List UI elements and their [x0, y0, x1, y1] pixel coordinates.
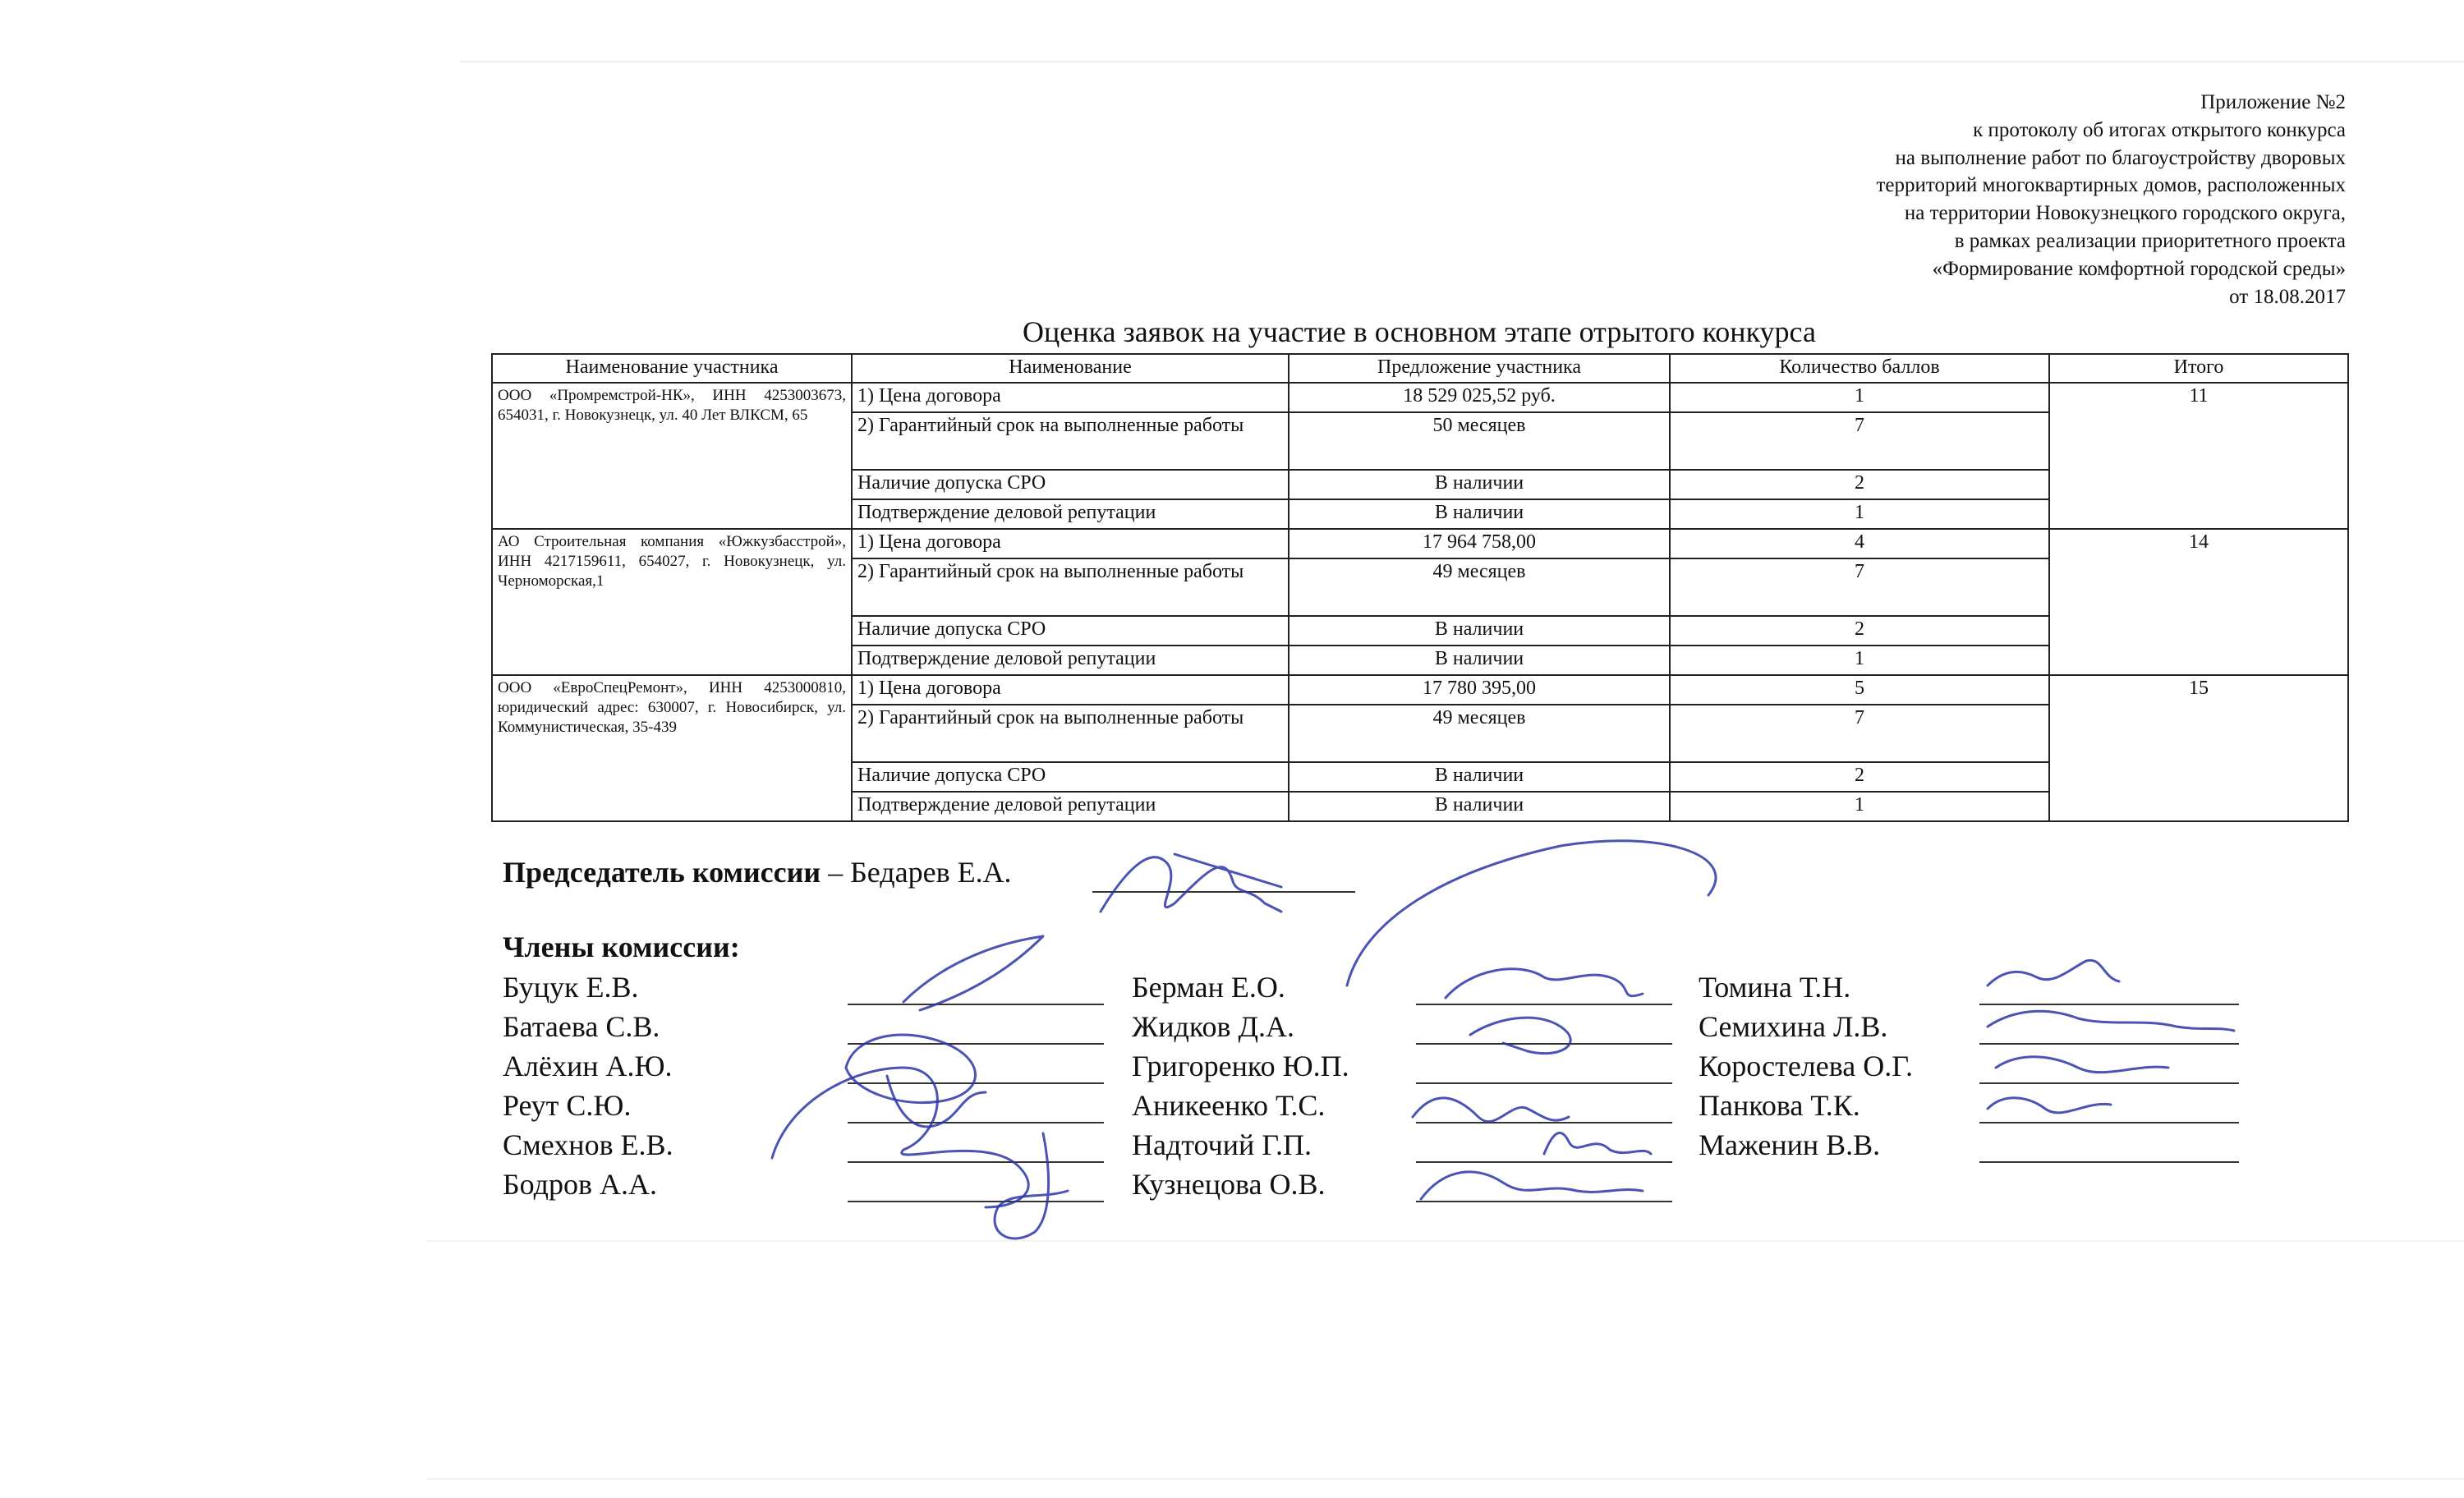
criterion-cell: 1) Цена договора — [852, 529, 1289, 558]
offer-cell: 49 месяцев — [1289, 558, 1670, 616]
evaluation-table — [491, 353, 2349, 822]
signature-member — [1988, 1011, 2234, 1031]
offer-cell: В наличии — [1289, 762, 1670, 792]
signature-line — [848, 1161, 1104, 1163]
signature-line — [848, 1004, 1104, 1005]
score-cell: 2 — [1670, 616, 2049, 646]
total-cell: 11 — [2049, 383, 2348, 529]
signature-line — [848, 1122, 1104, 1124]
score-cell: 2 — [1670, 762, 2049, 792]
member-name: Бодров А.А. — [503, 1168, 657, 1201]
header-total: Итого — [2049, 354, 2348, 383]
signature-line — [1416, 1082, 1672, 1084]
chairman-line — [503, 854, 1012, 890]
appendix-date: от 18.08.2017 — [2229, 285, 2346, 308]
score-cell: 7 — [1670, 558, 2049, 616]
offer-cell: 49 месяцев — [1289, 705, 1670, 762]
total-cell: 14 — [2049, 529, 2348, 675]
signature-line — [1416, 1043, 1672, 1045]
member-name: Надточий Г.П. — [1132, 1128, 1312, 1161]
offer-cell: В наличии — [1289, 616, 1670, 646]
member-name: Батаева С.В. — [503, 1010, 660, 1043]
participant-name: ООО «Промремстрой-НК», ИНН 4253003673, 654031, г. Новокузнецк, ул. 40 Лет ВЛКСМ, 65 — [492, 383, 852, 529]
offer-cell: В наличии — [1289, 646, 1670, 675]
offer-cell: 17 780 395,00 — [1289, 675, 1670, 705]
score-cell: 1 — [1670, 646, 2049, 675]
signature-member — [1413, 1098, 1569, 1122]
appendix-line: в рамках реализации приоритетного проекта — [1954, 229, 2346, 252]
sheet-edge — [427, 1478, 2464, 1480]
score-cell: 7 — [1670, 412, 2049, 470]
criterion-cell: Подтверждение деловой репутации — [852, 499, 1289, 529]
offer-cell: В наличии — [1289, 499, 1670, 529]
member-name: Панкова Т.К. — [1699, 1089, 1860, 1122]
offer-cell: В наличии — [1289, 470, 1670, 499]
signature-member — [903, 936, 1043, 1010]
table-row — [492, 675, 2348, 705]
signature-line — [1979, 1043, 2239, 1045]
chairman-label: Председатель комиссии — [503, 856, 821, 889]
score-cell: 1 — [1670, 499, 2049, 529]
appendix-line: на выполнение работ по благоустройству дворовых — [1895, 146, 2346, 169]
criterion-cell: 2) Гарантийный срок на выполненные работы — [852, 705, 1289, 762]
score-cell: 1 — [1670, 792, 2049, 821]
score-cell: 7 — [1670, 705, 2049, 762]
score-cell: 5 — [1670, 675, 2049, 705]
signature-line — [1416, 1201, 1672, 1202]
signature-line — [1979, 1161, 2239, 1163]
score-cell: 2 — [1670, 470, 2049, 499]
score-cell: 4 — [1670, 529, 2049, 558]
criterion-cell: 2) Гарантийный срок на выполненные работы — [852, 558, 1289, 616]
signature-line — [848, 1082, 1104, 1084]
signature-chairman — [1101, 854, 1281, 912]
signature-line — [1979, 1122, 2239, 1124]
criterion-cell: Наличие допуска СРО — [852, 762, 1289, 792]
member-name: Смехнов Е.В. — [503, 1128, 673, 1161]
criterion-cell: 1) Цена договора — [852, 675, 1289, 705]
signature-chairman-flourish — [1347, 841, 1716, 986]
criterion-cell: Наличие допуска СРО — [852, 616, 1289, 646]
signature-line — [1416, 1122, 1672, 1124]
participant-name: АО Строительная компания «Южкузбасстрой», ИНН 4217159611, 654027, г. Новокузнецк, ул. Черноморская,1 — [492, 529, 852, 675]
document-title: Оценка заявок на участие в основном этапе отрытого конкурса — [1023, 315, 1816, 348]
signature-line — [1092, 891, 1355, 893]
signature-member — [995, 1133, 1068, 1238]
appendix-line: на территории Новокузнецкого городского округа, — [1904, 202, 2346, 225]
offer-cell: 17 964 758,00 — [1289, 529, 1670, 558]
member-name: Кузнецова О.В. — [1132, 1168, 1326, 1201]
signature-member — [1421, 1172, 1643, 1199]
signature-line — [1416, 1004, 1672, 1005]
signature-member — [1988, 960, 2119, 986]
header-offer: Предложение участника — [1289, 354, 1670, 383]
criterion-cell: 2) Гарантийный срок на выполненные работы — [852, 412, 1289, 470]
member-name: Томина Т.Н. — [1699, 971, 1851, 1004]
members-title: Члены комиссии: — [503, 931, 740, 963]
sheet-edge — [460, 61, 2464, 62]
signature-line — [848, 1201, 1104, 1202]
appendix-line: «Формирование комфортной городской среды» — [1932, 257, 2346, 280]
criterion-cell: Подтверждение деловой репутации — [852, 646, 1289, 675]
signature-member — [1544, 1133, 1651, 1154]
signature-member — [1470, 1018, 1570, 1054]
offer-cell: 50 месяцев — [1289, 412, 1670, 470]
signature-member — [1988, 1098, 2111, 1113]
signature-line — [1416, 1161, 1672, 1163]
member-name: Алёхин А.Ю. — [503, 1050, 673, 1082]
table-header-row — [492, 354, 2348, 383]
criterion-cell: Наличие допуска СРО — [852, 470, 1289, 499]
table-row — [492, 383, 2348, 412]
appendix-line: Приложение №2 — [2200, 91, 2346, 113]
member-name: Берман Е.О. — [1132, 971, 1285, 1004]
signature-member — [1996, 1057, 2168, 1073]
chairman-name: Бедарев Е.А. — [850, 856, 1012, 889]
criterion-cell: Подтверждение деловой репутации — [852, 792, 1289, 821]
criterion-cell: 1) Цена договора — [852, 383, 1289, 412]
member-name: Григоренко Ю.П. — [1132, 1050, 1349, 1082]
participant-name: ООО «ЕвроСпецРемонт», ИНН 4253000810, юридический адрес: 630007, г. Новосибирск, ул. Коммунистическая, 35-439 — [492, 675, 852, 821]
signature-member — [1446, 969, 1643, 998]
member-name: Маженин В.В. — [1699, 1128, 1881, 1161]
signature-line — [1979, 1082, 2239, 1084]
table-row — [492, 529, 2348, 558]
member-name: Буцук Е.В. — [503, 971, 639, 1004]
member-name: Жидков Д.А. — [1132, 1010, 1295, 1043]
sheet-fold — [427, 1240, 2464, 1242]
signature-member — [772, 1068, 1028, 1207]
header-participant: Наименование участника — [492, 354, 852, 383]
appendix-header — [1360, 89, 2346, 310]
signature-member — [846, 1035, 976, 1103]
member-name: Реут С.Ю. — [503, 1089, 632, 1122]
member-name: Семихина Л.В. — [1699, 1010, 1888, 1043]
member-name: Аникеенко Т.С. — [1132, 1089, 1326, 1122]
offer-cell: В наличии — [1289, 792, 1670, 821]
signature-line — [1979, 1004, 2239, 1005]
chairman-dash: – — [821, 856, 851, 889]
member-name: Коростелева О.Г. — [1699, 1050, 1913, 1082]
total-cell: 15 — [2049, 675, 2348, 821]
header-criterion: Наименование — [852, 354, 1289, 383]
offer-cell: 18 529 025,52 руб. — [1289, 383, 1670, 412]
score-cell: 1 — [1670, 383, 2049, 412]
appendix-line: к протоколу об итогах открытого конкурса — [1973, 118, 2346, 141]
signature-line — [848, 1043, 1104, 1045]
header-score: Количество баллов — [1670, 354, 2049, 383]
appendix-line: территорий многоквартирных домов, расположенных — [1876, 174, 2346, 197]
